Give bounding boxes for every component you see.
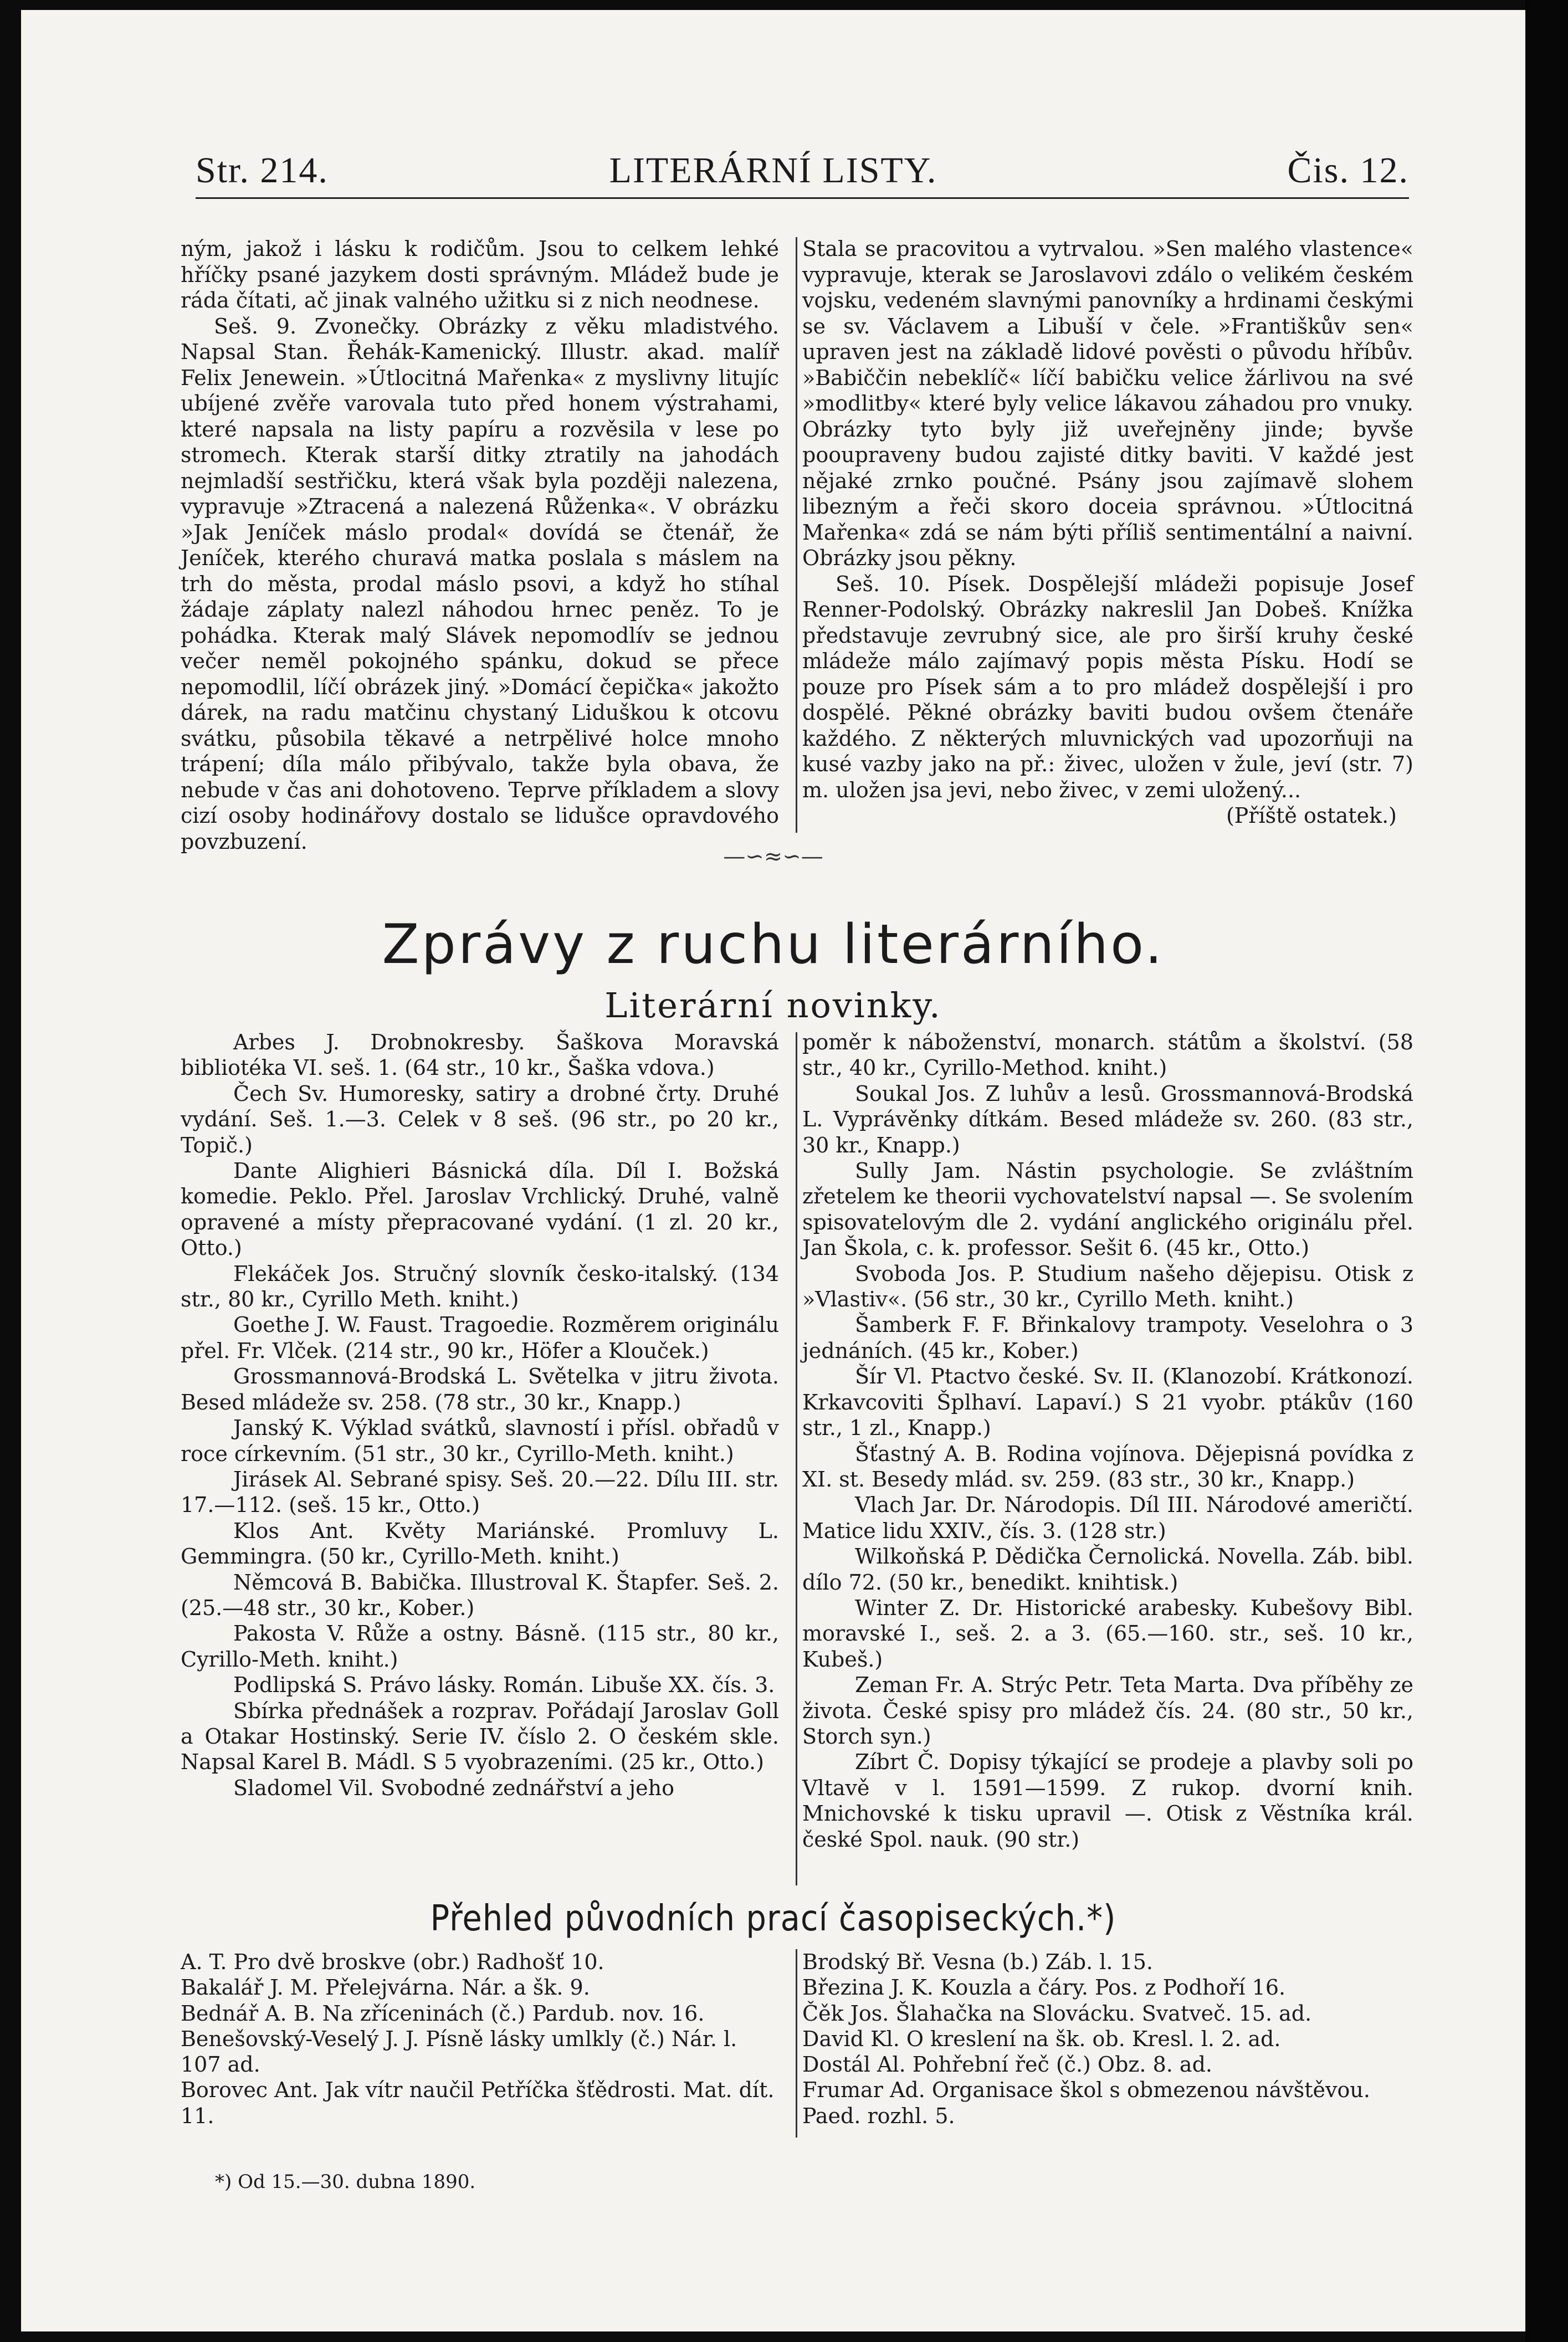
list-item: Sladomel Vil. Svobodné zednářství a jeho	[233, 1775, 674, 1800]
list-item: Borovec Ant. Jak vítr naučil Petříčka šťědrosti. Mat. dít. 11.	[181, 2078, 775, 2128]
section-subtitle: Literární novinky.	[604, 985, 942, 1026]
paragraph: Stala se pracovitou a vytrvalou. »Sen malého vlastence« vypravuje, kterak se Jaroslavovi zdálo o velikém českém vojsku, vedeném slavnými panovníky a hrdinami českými se sv. Václavem a Libuší v čele. »Františkův sen« upraven jest na základě lidové pověsti o původu hříbův. »Babiččin nebeklíč« líčí babičku velice žárlivou na své »modlitby« které byly velice lákavou záhadou pro vnuky. Obrázky tyto byly již uveřejněny jinde; byvše pooupraveny budou zajisté ditky baviti. V každé jest nějaké zrnko poučné. Psány jsou zajímavě slohem libezným a řeči skoro doceia správnou. »Útlocitná Mařenka« zdá se nám býti příliš sentimentální a naivní. Obrázky jsou pěkny.	[802, 237, 1413, 570]
list-item: Sbírka přednášek a rozprav. Pořádají Jaroslav Goll a Otakar Hostinský. Serie IV. číslo 2. O českém skle. Napsal Karel B. Mádl. S 5 vyobrazeními. (25 kr., Otto.)	[181, 1698, 779, 1775]
list-item: Březina J. K. Kouzla a čáry. Pos. z Podhoří 16.	[802, 1975, 1286, 2000]
list-item: Soukal Jos. Z luhův a lesů. Grossmannová-Brodská L. Vyprávěnky dítkám. Besed mládeže sv. 260. (83 str., 30 kr., Knapp.)	[802, 1081, 1413, 1157]
list-item: David Kl. O kreslení na šk. ob. Kresl. l. 2. ad.	[802, 2026, 1281, 2051]
list-item: Goethe J. W. Faust. Tragoedie. Rozměrem originálu přel. Fr. Vlček. (214 str., 90 kr., Höfer a Klouček.)	[181, 1313, 779, 1363]
footnote: *) Od 15.—30. dubna 1890.	[215, 2171, 476, 2193]
scan-edge	[1525, 0, 1568, 2342]
page-number: Str. 214.	[196, 150, 329, 191]
list-item: Grossmannová-Brodská L. Světelka v jitru života. Besed mládeže sv. 258. (78 str., 30 kr., Knapp.)	[181, 1364, 779, 1415]
header-rule	[196, 197, 1409, 199]
list-item: Frumar Ad. Organisace škol s obmezenou návštěvou. Paed. rozhl. 5.	[802, 2078, 1370, 2128]
page	[21, 10, 1525, 2331]
list-item: Janský K. Výklad svátků, slavností i přísl. obřadů v roce církevním. (51 str., 30 kr., Cyrillo-Meth. kniht.)	[181, 1416, 779, 1466]
list-item: Šťastný A. B. Rodina vojínova. Dějepisná povídka z XI. st. Besedy mlád. sv. 259. (83 str., 30 kr., Knapp.)	[802, 1441, 1413, 1492]
list-item: Podlipská S. Právo lásky. Román. Libuše XX. čís. 3.	[233, 1673, 775, 1698]
list-item: Benešovský-Veselý J. J. Písně lásky umlkly (č.) Nár. l. 107 ad.	[181, 2026, 737, 2077]
column-rule	[796, 1949, 797, 2138]
continued-note: (Příště ostatek.)	[1226, 803, 1397, 828]
list-item: Vlach Jar. Dr. Národopis. Díl III. Národové američtí. Matice lidu XXIV., čís. 3. (128 str.)	[802, 1493, 1413, 1543]
paragraph: ným, jakož i lásku k rodičům. Jsou to celkem lehké hříčky psané jazykem dosti správným. Mládež bude je ráda čítati, ač jinak valného užitku si z nich neodnese.	[181, 237, 779, 312]
list-item: Wilkoňská P. Dědička Černolická. Novella. Záb. bibl. dílo 72. (50 kr., benedikt. knihtisk.)	[802, 1544, 1413, 1595]
section-title-2: Přehled původních prací časopiseckých.*)	[430, 1898, 1116, 1939]
issue-number: Čis. 12.	[1287, 150, 1409, 191]
list-item: Zeman Fr. A. Strýc Petr. Teta Marta. Dva příběhy ze života. České spisy pro mládež čís. 24. (80 str., 50 kr., Storch syn.)	[802, 1673, 1413, 1749]
list-item: Šír Vl. Ptactvo české. Sv. II. (Klanozobí. Krátkonozí. Krkavcoviti Šplhaví. Lapaví.) S 21 vyobr. ptákův (160 str., 1 zl., Knapp.)	[802, 1364, 1413, 1441]
left-column	[181, 236, 779, 854]
journal-title: LITERÁRNÍ LISTY.	[609, 150, 937, 191]
list-item: Brodský Bř. Vesna (b.) Záb. l. 15.	[802, 1950, 1154, 1974]
column-rule	[796, 1032, 797, 1885]
list-item: Dante Alighieri Básnická díla. Díl I. Božská komedie. Peklo. Přel. Jaroslav Vrchlický. Druhé, valně opravené a místy přepracované vydání. (1 zl. 20 kr., Otto.)	[181, 1159, 779, 1260]
list-item: Pakosta V. Růže a ostny. Básně. (115 str., 80 kr., Cyrillo-Meth. kniht.)	[181, 1621, 779, 1672]
list-item: Svoboda Jos. P. Studium našeho dějepisu. Otisk z »Vlastiv«. (56 str., 30 kr., Cyrillo Meth. kniht.)	[802, 1261, 1413, 1312]
list-item: Bakalář J. M. Přelejvárna. Nár. a šk. 9.	[181, 1975, 590, 2000]
list-item: Klos Ant. Květy Mariánské. Promluvy L. Gemmingra. (50 kr., Cyrillo-Meth. kniht.)	[181, 1518, 779, 1569]
list-item: Šamberk F. F. Břinkalovy trampoty. Veselohra o 3 jednáních. (45 kr., Kober.)	[802, 1313, 1413, 1363]
column-rule	[796, 237, 797, 833]
list-item: Zíbrt Č. Dopisy týkající se prodeje a plavby soli po Vltavě v l. 1591—1599. Z rukop. dvorní knih. Mnichovské k tisku upravil —. Otisk z Věstníka král. české Spol. nauk. (90 str.)	[802, 1750, 1413, 1852]
ornament: —∽≈∽—	[723, 844, 823, 869]
list-item: Arbes J. Drobnokresby. Šaškova Moravská bibliotéka VI. seš. 1. (64 str., 10 kr., Šaška vdova.)	[181, 1030, 779, 1080]
list-item: Jirásek Al. Sebrané spisy. Seš. 20.—22. Dílu III. str. 17.—112. (seš. 15 kr., Otto.)	[181, 1467, 779, 1518]
list-item: Sully Jam. Nástin psychologie. Se zvláštním zřetelem ke theorii vychovatelství napsal —. Se svolením spisovatelovým dle 2. vydání anglického originálu přel. Jan Škola, c. k. professor. Sešit 6. (45 kr., Otto.)	[802, 1159, 1413, 1260]
paragraph: Seš. 10. Písek. Dospělejší mládeži popisuje Josef Renner-Podolský. Obrázky nakreslil Jan Dobeš. Knížka představuje zevrubný sice, ale pro širší kruhy české mládeže málo zajímavý popis města Písku. Hodí se pouze pro Písek sám a to pro mládež dospělejší i pro dospělé. Pěkné obrázky baviti budou ovšem čtenáře každého. Z některých mluvnických vad upozorňuji na kusé vazby jako na př.: živec, uložen v žule, jeví (str. 7) m. uložen jsa jevi, nebo živec, v zemi uložený...	[802, 571, 1413, 802]
list-item: Bednář A. B. Na zříceninách (č.) Pardub. nov. 16.	[181, 2001, 705, 2026]
bibliography-right	[802, 1029, 1413, 1852]
paragraph: Seš. 9. Zvonečky. Obrázky z věku mladistvého. Napsal Stan. Řehák-Kamenický. Illustr. akad. malíř Felix Jenewein. »Útlocitná Mařenka« z myslivny litujíc ubíjené zvěře varovala tuto před honem výstrahami, které napsala na listy papíru a rozvěsila v lese po stromech. Kterak starší ditky ztratily na jahodách nejmladší sestřičku, která však byla později nalezena, vypravuje »Ztracená a nalezená Růženka«. V obrázku »Jak Jeníček máslo prodal« dovídá se čtenář, že Jeníček, kterého churavá matka poslala s máslem na trh do města, prodal máslo psovi, a když ho stíhal žádaje záplaty nalezl náhodou hrnec peněz. To je pohádka. Kterak malý Slávek nepomodlív se jednou večer neměl pokojného spánku, dokud se přece nepomodlil, líčí obrázek jiný. »Domácí čepička« jakožto dárek, na radu matčinu chystaný Liduškou k otcovu svátku, působila těkavé a netrpělivé holce mnoho trápení; díla málo přibývalo, takže byla obava, že nebude v čas ani dohotoveno. Teprve příkladem a slovy cizí osoby hodinářovy dostalo se lidušce opravdového povzbuzení.	[181, 314, 779, 854]
section-title: Zprávy z ruchu literárního.	[382, 913, 1165, 976]
list-item: Flekáček Jos. Stručný slovník česko-italský. (134 str., 80 kr., Cyrillo Meth. kniht.)	[181, 1261, 779, 1312]
list-item: A. T. Pro dvě broskve (obr.) Radhošť 10.	[181, 1950, 604, 1974]
bibliography-left	[181, 1029, 779, 1801]
periodicals-left	[181, 1949, 779, 2129]
list-item: Winter Z. Dr. Historické arabesky. Kubešovy Bibl. moravské I., seš. 2. a 3. (65.—160. str., seš. 10 kr., Kubeš.)	[802, 1595, 1413, 1672]
list-item: Dostál Al. Pohřební řeč (č.) Obz. 8. ad.	[802, 2052, 1212, 2077]
list-item: Němcová B. Babička. Illustroval K. Štapfer. Seš. 2. (25.—48 str., 30 kr., Kober.)	[181, 1570, 779, 1620]
list-item: poměr k náboženství, monarch. státům a školství. (58 str., 40 kr., Cyrillo-Method. kniht.)	[802, 1030, 1413, 1080]
list-item: Čech Sv. Humoresky, satiry a drobné črty. Druhé vydání. Seš. 1.—3. Celek v 8 seš. (96 str., po 20 kr., Topič.)	[181, 1081, 779, 1157]
right-column	[802, 236, 1413, 829]
list-item: Čěk Jos. Šlahačka na Slovácku. Svatveč. 15. ad.	[802, 2001, 1312, 2026]
periodicals-right	[802, 1949, 1413, 2129]
